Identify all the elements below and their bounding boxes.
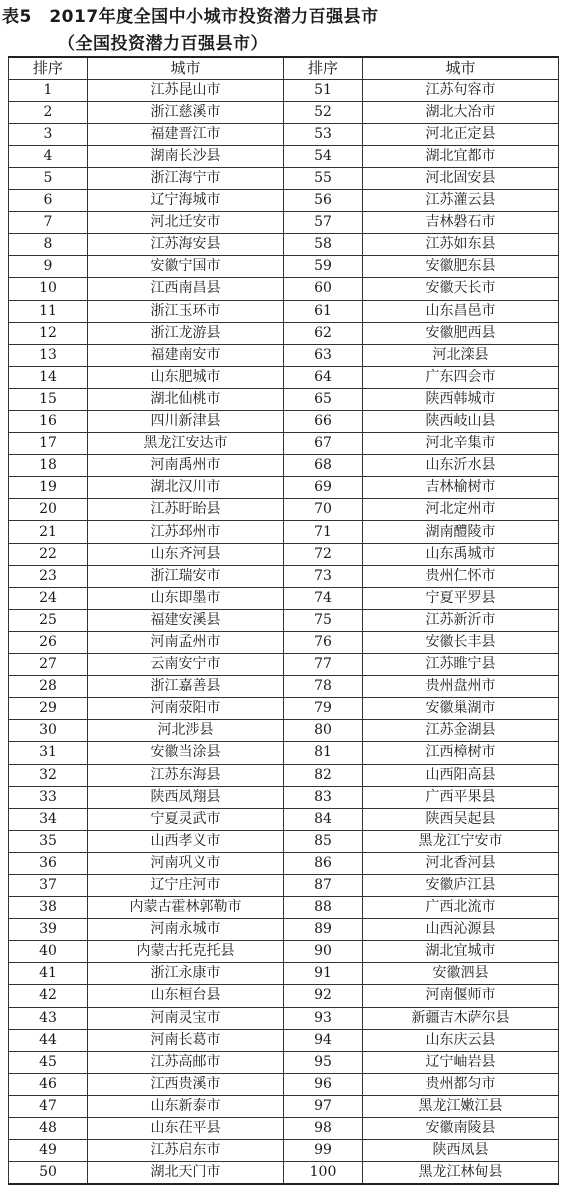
table-row xyxy=(9,1029,559,1051)
rank-right-cell: 56 xyxy=(284,190,363,212)
city-right-cell: 山西阳高县 xyxy=(363,764,559,786)
rank-left-cell: 46 xyxy=(9,1073,88,1095)
table-row xyxy=(9,786,559,808)
rank-right-cell: 82 xyxy=(284,764,363,786)
rank-left-cell: 4 xyxy=(9,145,88,167)
rank-left-cell: 13 xyxy=(9,344,88,366)
city-left-cell: 浙江瑞安市 xyxy=(88,565,284,587)
city-right-cell: 宁夏平罗县 xyxy=(363,587,559,609)
header-city-left: 城市 xyxy=(88,57,284,79)
city-right-cell: 河北香河县 xyxy=(363,852,559,874)
rank-left-cell: 47 xyxy=(9,1095,88,1117)
city-right-cell: 河北滦县 xyxy=(363,344,559,366)
table-row xyxy=(9,587,559,609)
rank-right-cell: 92 xyxy=(284,985,363,1007)
rank-right-cell: 78 xyxy=(284,676,363,698)
city-left-cell: 河南禹州市 xyxy=(88,455,284,477)
rank-right-cell: 55 xyxy=(284,167,363,189)
city-left-cell: 山东桓台县 xyxy=(88,985,284,1007)
city-left-cell: 辽宁海城市 xyxy=(88,190,284,212)
city-right-cell: 安徽肥西县 xyxy=(363,322,559,344)
city-left-cell: 江苏启东市 xyxy=(88,1140,284,1162)
rank-right-cell: 71 xyxy=(284,521,363,543)
table-row xyxy=(9,543,559,565)
city-left-cell: 湖北天门市 xyxy=(88,1162,284,1184)
table-row xyxy=(9,764,559,786)
rank-right-cell: 76 xyxy=(284,631,363,653)
table-row xyxy=(9,676,559,698)
table-row xyxy=(9,1118,559,1140)
city-right-cell: 山西沁源县 xyxy=(363,919,559,941)
rank-left-cell: 36 xyxy=(9,852,88,874)
table-row xyxy=(9,985,559,1007)
rank-left-cell: 1 xyxy=(9,79,88,101)
table-row xyxy=(9,167,559,189)
rank-right-cell: 64 xyxy=(284,366,363,388)
table-row xyxy=(9,874,559,896)
city-left-cell: 江苏盱眙县 xyxy=(88,499,284,521)
rank-right-cell: 84 xyxy=(284,808,363,830)
rank-left-cell: 17 xyxy=(9,433,88,455)
city-right-cell: 江苏睢宁县 xyxy=(363,654,559,676)
city-left-cell: 山东新泰市 xyxy=(88,1095,284,1117)
rank-left-cell: 45 xyxy=(9,1051,88,1073)
city-right-cell: 江苏金湖县 xyxy=(363,720,559,742)
rank-right-cell: 99 xyxy=(284,1140,363,1162)
table-row xyxy=(9,278,559,300)
city-right-cell: 河北辛集市 xyxy=(363,433,559,455)
rank-left-cell: 37 xyxy=(9,874,88,896)
rank-left-cell: 22 xyxy=(9,543,88,565)
rank-left-cell: 11 xyxy=(9,300,88,322)
rank-right-cell: 80 xyxy=(284,720,363,742)
table-row xyxy=(9,720,559,742)
table-row xyxy=(9,455,559,477)
city-left-cell: 江苏东海县 xyxy=(88,764,284,786)
rank-left-cell: 41 xyxy=(9,963,88,985)
rank-left-cell: 18 xyxy=(9,455,88,477)
rank-left-cell: 28 xyxy=(9,676,88,698)
city-left-cell: 河南荥阳市 xyxy=(88,698,284,720)
table-row xyxy=(9,654,559,676)
city-left-cell: 江西贵溪市 xyxy=(88,1073,284,1095)
table-row xyxy=(9,963,559,985)
city-left-cell: 辽宁庄河市 xyxy=(88,874,284,896)
header-city-right: 城市 xyxy=(363,57,559,79)
city-left-cell: 山东茌平县 xyxy=(88,1118,284,1140)
rank-right-cell: 81 xyxy=(284,742,363,764)
city-left-cell: 江苏昆山市 xyxy=(88,79,284,101)
rank-left-cell: 43 xyxy=(9,1007,88,1029)
city-right-cell: 黑龙江林甸县 xyxy=(363,1162,559,1184)
city-left-cell: 浙江海宁市 xyxy=(88,167,284,189)
city-right-cell: 江苏新沂市 xyxy=(363,609,559,631)
rank-left-cell: 19 xyxy=(9,477,88,499)
table-row xyxy=(9,101,559,123)
table-row xyxy=(9,79,559,101)
table-row xyxy=(9,300,559,322)
city-right-cell: 吉林磐石市 xyxy=(363,212,559,234)
table-row xyxy=(9,344,559,366)
city-left-cell: 河北迁安市 xyxy=(88,212,284,234)
rank-right-cell: 93 xyxy=(284,1007,363,1029)
rank-right-cell: 62 xyxy=(284,322,363,344)
rank-right-cell: 83 xyxy=(284,786,363,808)
rank-right-cell: 51 xyxy=(284,79,363,101)
table-row xyxy=(9,1162,559,1184)
city-right-cell: 湖北大冶市 xyxy=(363,101,559,123)
table-row xyxy=(9,830,559,852)
city-right-cell: 山东庆云县 xyxy=(363,1029,559,1051)
city-right-cell: 广东四会市 xyxy=(363,366,559,388)
table-row xyxy=(9,477,559,499)
rank-left-cell: 3 xyxy=(9,123,88,145)
city-left-cell: 浙江玉环市 xyxy=(88,300,284,322)
city-right-cell: 河南偃师市 xyxy=(363,985,559,1007)
city-right-cell: 湖北宜都市 xyxy=(363,145,559,167)
rank-right-cell: 54 xyxy=(284,145,363,167)
city-right-cell: 河北正定县 xyxy=(363,123,559,145)
rank-left-cell: 20 xyxy=(9,499,88,521)
rank-left-cell: 29 xyxy=(9,698,88,720)
table-row xyxy=(9,919,559,941)
rank-right-cell: 59 xyxy=(284,256,363,278)
table-row xyxy=(9,1140,559,1162)
table-row xyxy=(9,941,559,963)
table-row xyxy=(9,631,559,653)
city-left-cell: 河南巩义市 xyxy=(88,852,284,874)
rank-right-cell: 67 xyxy=(284,433,363,455)
rank-right-cell: 98 xyxy=(284,1118,363,1140)
city-left-cell: 山东肥城市 xyxy=(88,366,284,388)
city-right-cell: 陕西岐山县 xyxy=(363,411,559,433)
city-left-cell: 黑龙江安达市 xyxy=(88,433,284,455)
table-row xyxy=(9,897,559,919)
city-right-cell: 新疆吉木萨尔县 xyxy=(363,1007,559,1029)
city-right-cell: 江苏如东县 xyxy=(363,234,559,256)
rank-left-cell: 2 xyxy=(9,101,88,123)
city-right-cell: 安徽天长市 xyxy=(363,278,559,300)
rank-right-cell: 73 xyxy=(284,565,363,587)
city-right-cell: 贵州盘州市 xyxy=(363,676,559,698)
city-left-cell: 福建南安市 xyxy=(88,344,284,366)
table-row xyxy=(9,145,559,167)
city-left-cell: 浙江嘉善县 xyxy=(88,676,284,698)
rank-right-cell: 100 xyxy=(284,1162,363,1184)
header-rank-left: 排序 xyxy=(9,57,88,79)
city-right-cell: 陕西凤县 xyxy=(363,1140,559,1162)
rank-left-cell: 26 xyxy=(9,631,88,653)
rank-right-cell: 70 xyxy=(284,499,363,521)
city-right-cell: 安徽南陵县 xyxy=(363,1118,559,1140)
city-left-cell: 浙江龙游县 xyxy=(88,322,284,344)
city-left-cell: 河南长葛市 xyxy=(88,1029,284,1051)
rank-left-cell: 10 xyxy=(9,278,88,300)
city-left-cell: 河南灵宝市 xyxy=(88,1007,284,1029)
city-right-cell: 安徽肥东县 xyxy=(363,256,559,278)
city-left-cell: 山东齐河县 xyxy=(88,543,284,565)
city-left-cell: 河南孟州市 xyxy=(88,631,284,653)
header-row xyxy=(9,57,559,79)
city-right-cell: 贵州仁怀市 xyxy=(363,565,559,587)
city-right-cell: 广西平果县 xyxy=(363,786,559,808)
city-right-cell: 陕西韩城市 xyxy=(363,388,559,410)
rank-left-cell: 5 xyxy=(9,167,88,189)
city-left-cell: 安徽宁国市 xyxy=(88,256,284,278)
city-left-cell: 江西南昌县 xyxy=(88,278,284,300)
rank-right-cell: 60 xyxy=(284,278,363,300)
city-right-cell: 山东昌邑市 xyxy=(363,300,559,322)
rank-left-cell: 31 xyxy=(9,742,88,764)
rank-left-cell: 42 xyxy=(9,985,88,1007)
table-row xyxy=(9,565,559,587)
city-left-cell: 四川新津县 xyxy=(88,411,284,433)
rank-right-cell: 53 xyxy=(284,123,363,145)
table-row xyxy=(9,388,559,410)
city-right-cell: 安徽长丰县 xyxy=(363,631,559,653)
table-row xyxy=(9,411,559,433)
city-left-cell: 浙江永康市 xyxy=(88,963,284,985)
table-row xyxy=(9,609,559,631)
city-left-cell: 山西孝义市 xyxy=(88,830,284,852)
city-right-cell: 黑龙江嫩江县 xyxy=(363,1095,559,1117)
city-right-cell: 陕西吴起县 xyxy=(363,808,559,830)
city-right-cell: 湖北宜城市 xyxy=(363,941,559,963)
rank-left-cell: 6 xyxy=(9,190,88,212)
table-row xyxy=(9,1051,559,1073)
table-title: 表5 2017年度全国中小城市投资潜力百强县市 xyxy=(2,7,379,27)
rank-left-cell: 38 xyxy=(9,897,88,919)
city-left-cell: 湖北仙桃市 xyxy=(88,388,284,410)
table-row xyxy=(9,742,559,764)
table-row xyxy=(9,256,559,278)
city-right-cell: 吉林榆树市 xyxy=(363,477,559,499)
rank-left-cell: 32 xyxy=(9,764,88,786)
ranking-table xyxy=(8,56,559,1185)
rank-left-cell: 15 xyxy=(9,388,88,410)
table-row xyxy=(9,190,559,212)
city-left-cell: 安徽当涂县 xyxy=(88,742,284,764)
rank-right-cell: 74 xyxy=(284,587,363,609)
rank-right-cell: 87 xyxy=(284,874,363,896)
rank-right-cell: 72 xyxy=(284,543,363,565)
rank-left-cell: 27 xyxy=(9,654,88,676)
table-row xyxy=(9,212,559,234)
city-left-cell: 山东即墨市 xyxy=(88,587,284,609)
table-row xyxy=(9,123,559,145)
rank-right-cell: 52 xyxy=(284,101,363,123)
rank-left-cell: 14 xyxy=(9,366,88,388)
city-right-cell: 江苏灌云县 xyxy=(363,190,559,212)
rank-right-cell: 79 xyxy=(284,698,363,720)
city-right-cell: 辽宁岫岩县 xyxy=(363,1051,559,1073)
rank-right-cell: 90 xyxy=(284,941,363,963)
rank-left-cell: 39 xyxy=(9,919,88,941)
city-right-cell: 安徽泗县 xyxy=(363,963,559,985)
rank-left-cell: 7 xyxy=(9,212,88,234)
city-left-cell: 江苏高邮市 xyxy=(88,1051,284,1073)
city-left-cell: 江苏海安县 xyxy=(88,234,284,256)
rank-right-cell: 63 xyxy=(284,344,363,366)
city-right-cell: 安徽庐江县 xyxy=(363,874,559,896)
rank-right-cell: 61 xyxy=(284,300,363,322)
rank-right-cell: 94 xyxy=(284,1029,363,1051)
rank-left-cell: 9 xyxy=(9,256,88,278)
table-subtitle: （全国投资潜力百强县市） xyxy=(58,34,268,54)
table-row xyxy=(9,322,559,344)
rank-left-cell: 33 xyxy=(9,786,88,808)
rank-right-cell: 65 xyxy=(284,388,363,410)
table-row xyxy=(9,808,559,830)
rank-left-cell: 21 xyxy=(9,521,88,543)
city-left-cell: 福建晋江市 xyxy=(88,123,284,145)
rank-right-cell: 95 xyxy=(284,1051,363,1073)
rank-right-cell: 96 xyxy=(284,1073,363,1095)
table-row xyxy=(9,499,559,521)
rank-right-cell: 69 xyxy=(284,477,363,499)
city-right-cell: 河北固安县 xyxy=(363,167,559,189)
rank-right-cell: 77 xyxy=(284,654,363,676)
rank-left-cell: 12 xyxy=(9,322,88,344)
rank-right-cell: 58 xyxy=(284,234,363,256)
rank-left-cell: 49 xyxy=(9,1140,88,1162)
city-right-cell: 安徽巢湖市 xyxy=(363,698,559,720)
city-right-cell: 黑龙江宁安市 xyxy=(363,830,559,852)
table-row xyxy=(9,1095,559,1117)
city-left-cell: 云南安宁市 xyxy=(88,654,284,676)
table-row xyxy=(9,234,559,256)
city-right-cell: 河北定州市 xyxy=(363,499,559,521)
rank-left-cell: 35 xyxy=(9,830,88,852)
rank-right-cell: 68 xyxy=(284,455,363,477)
table-row xyxy=(9,1007,559,1029)
city-left-cell: 江苏邳州市 xyxy=(88,521,284,543)
city-right-cell: 江西樟树市 xyxy=(363,742,559,764)
table-row xyxy=(9,366,559,388)
rank-left-cell: 50 xyxy=(9,1162,88,1184)
city-left-cell: 河北涉县 xyxy=(88,720,284,742)
city-left-cell: 湖北汉川市 xyxy=(88,477,284,499)
rank-right-cell: 89 xyxy=(284,919,363,941)
rank-left-cell: 24 xyxy=(9,587,88,609)
rank-left-cell: 44 xyxy=(9,1029,88,1051)
table-row xyxy=(9,852,559,874)
rank-right-cell: 75 xyxy=(284,609,363,631)
city-right-cell: 湖南醴陵市 xyxy=(363,521,559,543)
rank-left-cell: 16 xyxy=(9,411,88,433)
rank-right-cell: 85 xyxy=(284,830,363,852)
rank-left-cell: 34 xyxy=(9,808,88,830)
rank-left-cell: 8 xyxy=(9,234,88,256)
city-right-cell: 山东沂水县 xyxy=(363,455,559,477)
rank-left-cell: 23 xyxy=(9,565,88,587)
city-left-cell: 河南永城市 xyxy=(88,919,284,941)
city-right-cell: 贵州都匀市 xyxy=(363,1073,559,1095)
city-left-cell: 宁夏灵武市 xyxy=(88,808,284,830)
city-left-cell: 福建安溪县 xyxy=(88,609,284,631)
table-row xyxy=(9,1073,559,1095)
city-right-cell: 山东禹城市 xyxy=(363,543,559,565)
city-left-cell: 陕西凤翔县 xyxy=(88,786,284,808)
rank-left-cell: 30 xyxy=(9,720,88,742)
city-left-cell: 内蒙古霍林郭勒市 xyxy=(88,897,284,919)
city-right-cell: 江苏句容市 xyxy=(363,79,559,101)
table-row xyxy=(9,521,559,543)
rank-right-cell: 97 xyxy=(284,1095,363,1117)
rank-right-cell: 91 xyxy=(284,963,363,985)
city-left-cell: 浙江慈溪市 xyxy=(88,101,284,123)
rank-left-cell: 48 xyxy=(9,1118,88,1140)
city-right-cell: 广西北流市 xyxy=(363,897,559,919)
rank-right-cell: 88 xyxy=(284,897,363,919)
table-body xyxy=(9,79,559,1184)
city-left-cell: 湖南长沙县 xyxy=(88,145,284,167)
table-row xyxy=(9,698,559,720)
rank-right-cell: 86 xyxy=(284,852,363,874)
rank-left-cell: 25 xyxy=(9,609,88,631)
rank-left-cell: 40 xyxy=(9,941,88,963)
rank-right-cell: 66 xyxy=(284,411,363,433)
city-left-cell: 内蒙古托克托县 xyxy=(88,941,284,963)
rank-right-cell: 57 xyxy=(284,212,363,234)
table-row xyxy=(9,433,559,455)
header-rank-right: 排序 xyxy=(284,57,363,79)
